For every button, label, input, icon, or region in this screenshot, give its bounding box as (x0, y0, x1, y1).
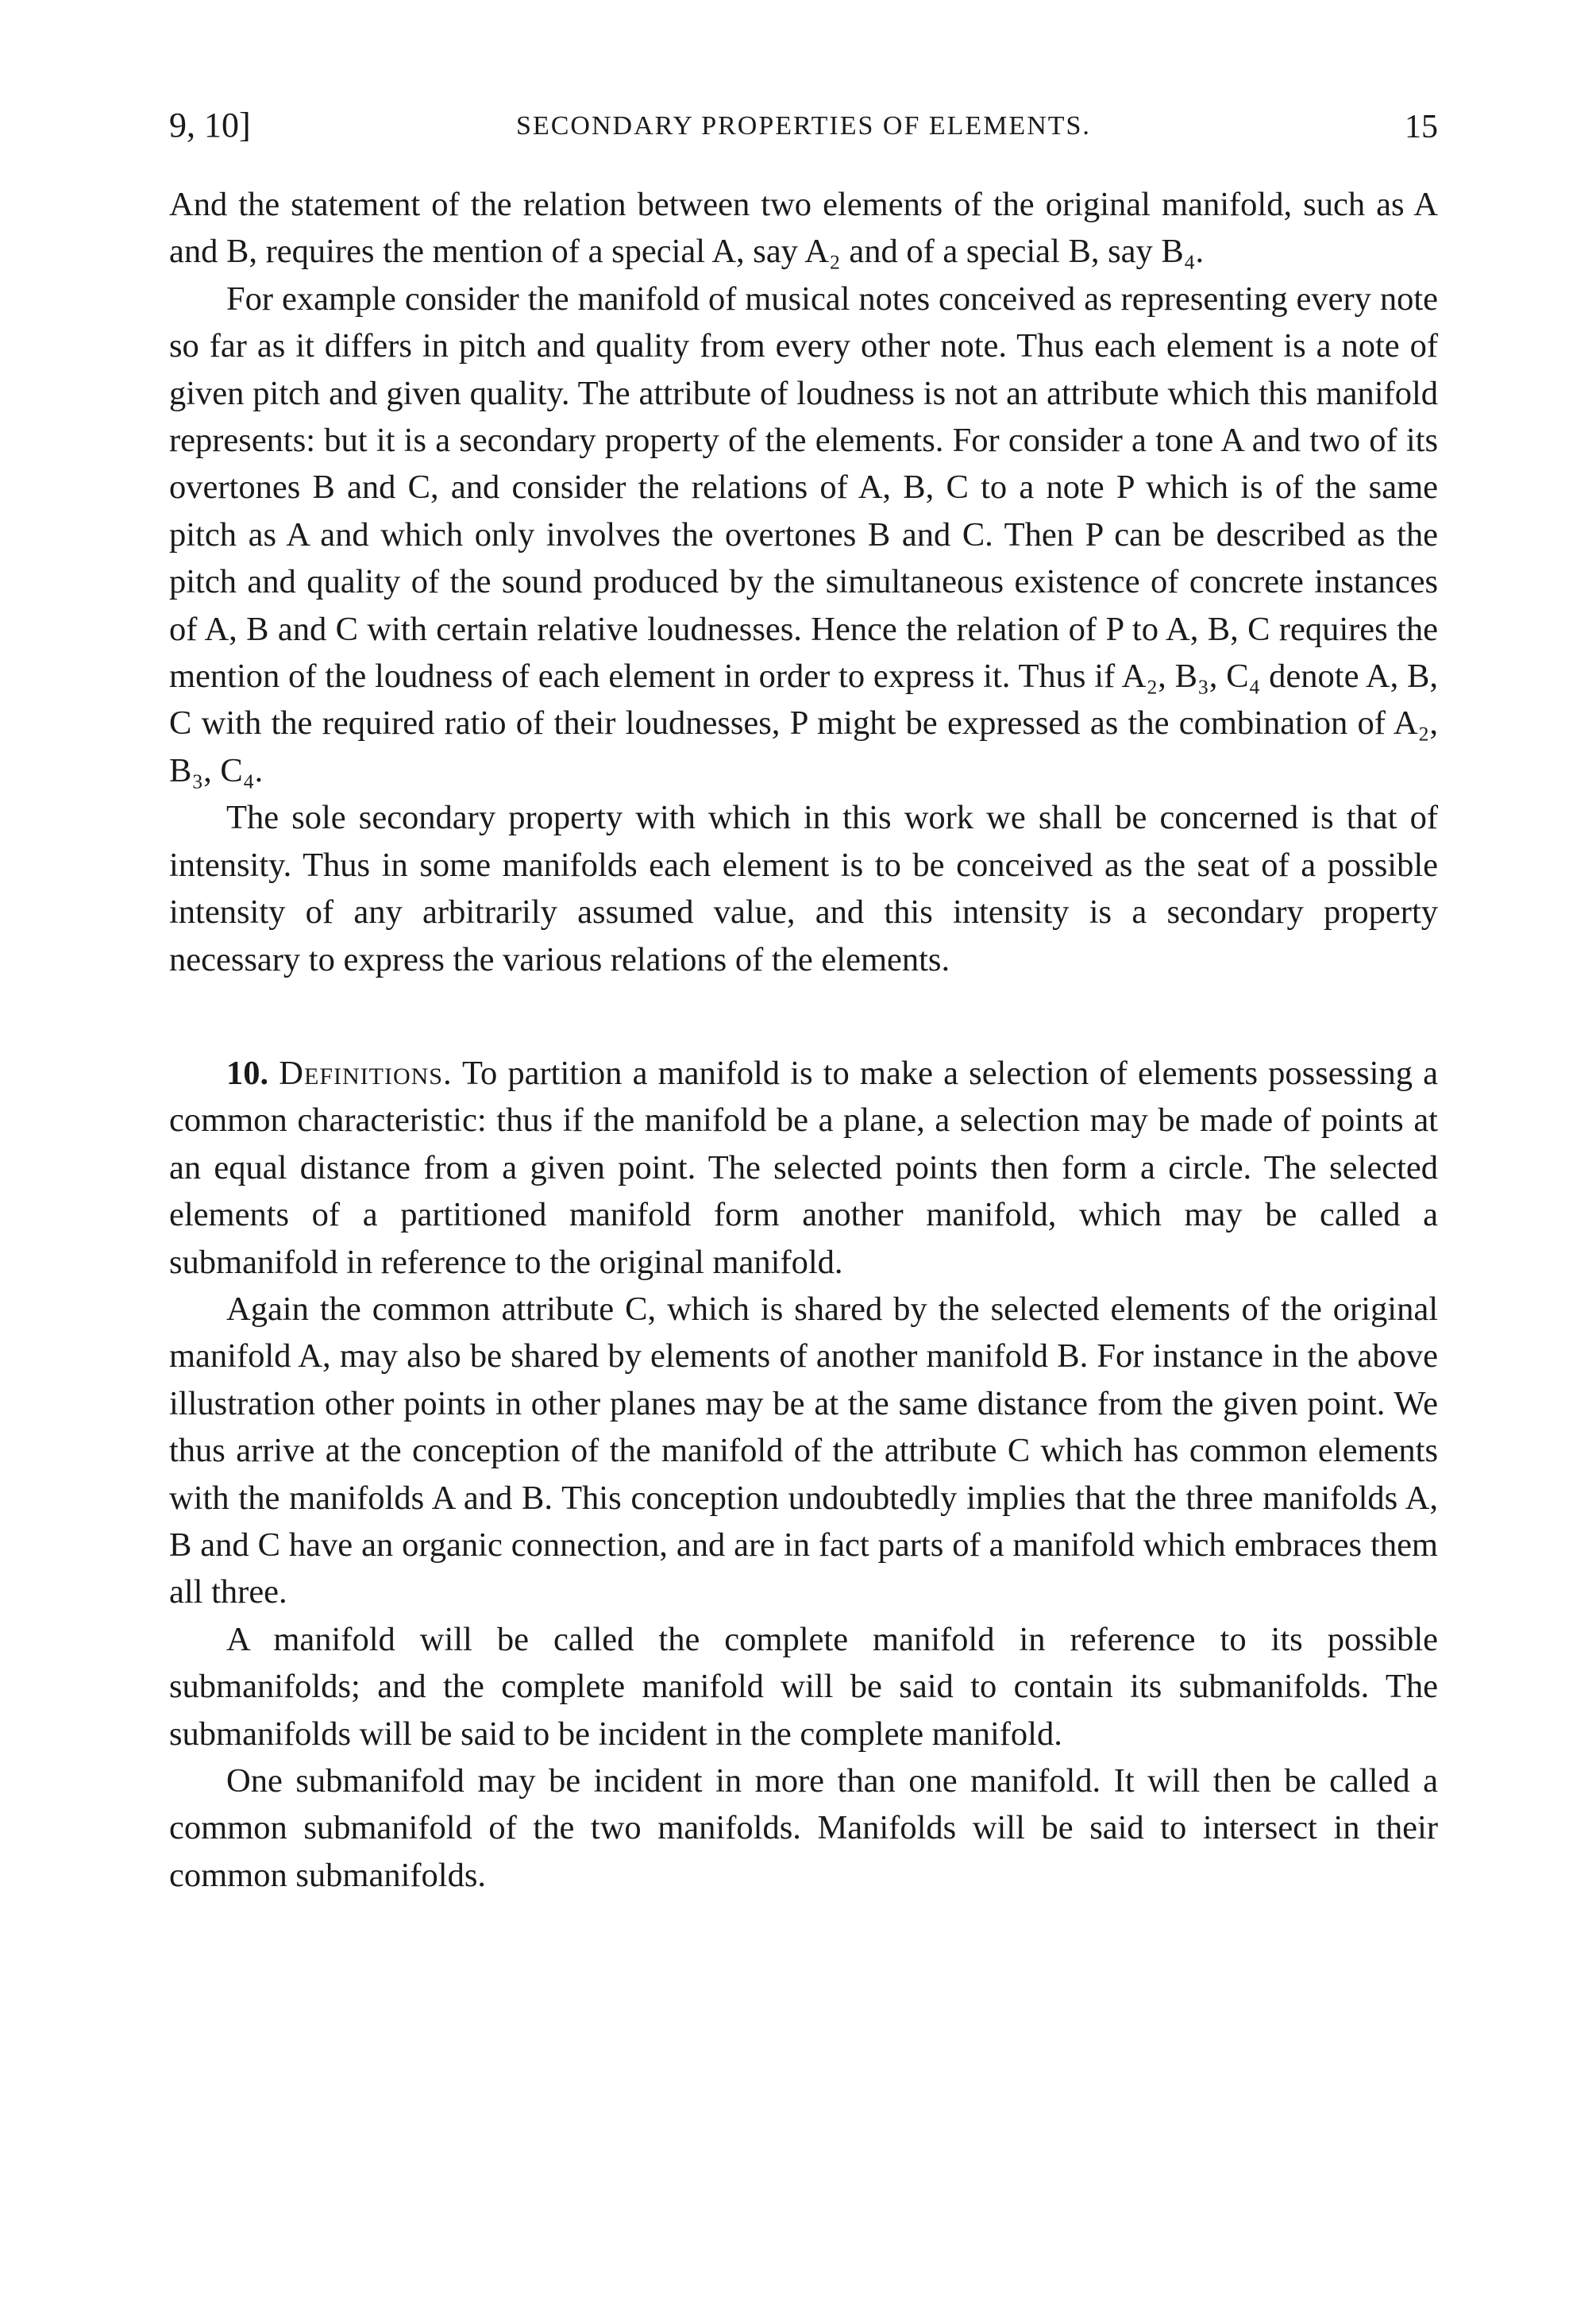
paragraph-6: A manifold will be called the complete manifold in reference to its possible submanifolds; and the complete manifold will be said to contain its submanifolds. The submanifolds will be said to be incident in the complete manifold. (169, 1620, 1438, 1753)
paragraph-1: And the statement of the relation between two elements of the original manifold, such as A and B, requires the mention of a special A, say A₂ and of a special B, say B₄. (169, 186, 1438, 271)
running-head (169, 105, 1438, 152)
running-title: SECONDARY PROPERTIES OF ELEMENTS. (516, 111, 1091, 141)
page-number: 15 (1405, 109, 1438, 145)
paragraph-4: To partition a manifold is to make a selection of elements possessing a common characteristic: thus if the manifold be a plane, a selection may be made of points at an equal distance from a given point. The selected points then form a circle. The selected elements of a partitioned manifold form another manifold, which may be called a submanifold in reference to the original manifold. (169, 1054, 1439, 1281)
paragraph-7: One submanifold may be incident in more than one manifold. It will then be called a common submanifold of the two manifolds. Manifolds will be said to intersect in their common submanifolds. (169, 1762, 1438, 1894)
section-10-paragraph (169, 1050, 1438, 1286)
section-number: 10. (226, 1054, 269, 1092)
paragraph-2: For example consider the manifold of musical notes conceived as representing every note so far as it differs in pitch and quality from every other note. Thus each element is a note of given pitch and given quality. The attribute of loudness is not an attribute which this manifold represents: but it is a secondary property of the elements. For consider a tone A and two of its overtones B and C, and consider the relations of A, B, C to a note P which is of the same pitch as A and which only involves the overtones B and C. Then P can be described as the pitch and quality of the sound produced by the simultaneous existence of concrete instances of A, B and C with certain relative loudnesses. Hence the relation of P to A, B, C requires the mention of the loudness of each element in order to express it. Thus if A₂, B₃, C₄ denote A, B, C with the required ratio of their loudnesses, P might be expressed as the combination of A₂, B₃, C₄. (169, 280, 1438, 789)
section-spacer (169, 983, 1438, 1050)
paragraph-3: The sole secondary property with which in this work we shall be concerned is that of intensity. Thus in some manifolds each element is to be conceived as the seat of a possible intensity of any arbitrarily assumed value, and this intensity is a secondary property necessary to express the various relations of the elements. (169, 799, 1438, 978)
body-text (169, 181, 1438, 1899)
section-reference: 9, 10] (169, 106, 251, 145)
section-heading: Definitions. (279, 1054, 453, 1092)
paragraph-5: Again the common attribute C, which is shared by the selected elements of the original manifold A, may also be shared by elements of another manifold B. For instance in the above illustration other points in other planes may be at the same distance from the given point. We thus arrive at the conception of the manifold of the attribute C which has common elements with the manifolds A and B. This conception undoubtedly implies that the three manifolds A, B and C have an organic connection, and are in fact parts of a manifold which embraces them all three. (169, 1290, 1438, 1611)
